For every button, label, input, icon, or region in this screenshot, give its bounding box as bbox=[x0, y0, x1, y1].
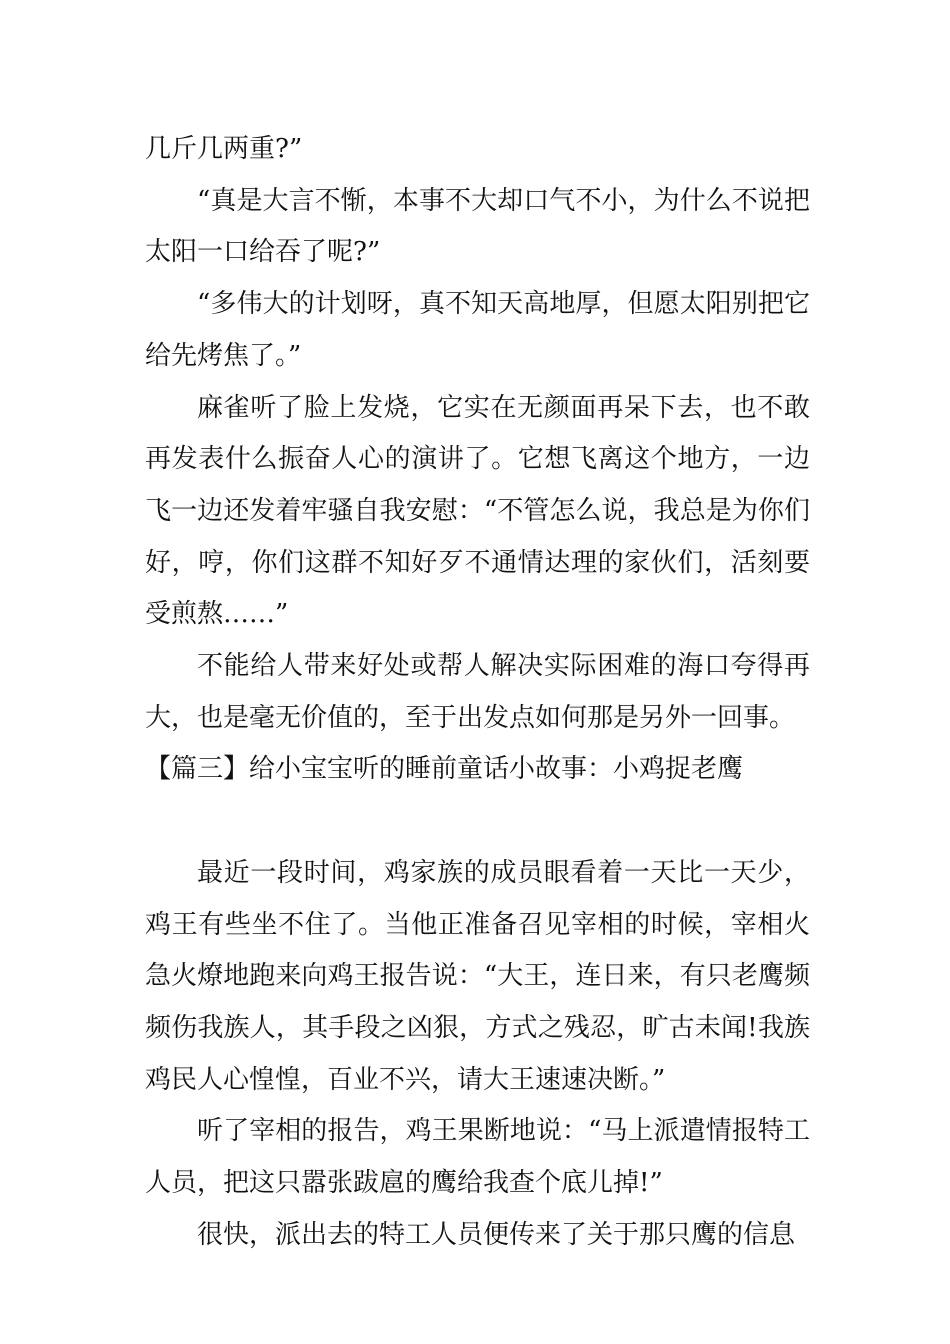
section-heading: 【篇三】给小宝宝听的睡前童话小故事：小鸡捉老鹰 bbox=[145, 754, 744, 785]
paragraph: 几斤几两重?” bbox=[145, 134, 303, 164]
paragraph: “多伟大的计划呀，真不知天高地厚，但愿太阳别把它给先烤焦了。” bbox=[145, 289, 810, 371]
paragraph: 最近一段时间，鸡家族的成员眼看着一天比一天少，鸡王有些坐不住了。当他正准备召见宰相的时候，宰相火急火燎地跑来向鸡王报告说：“大王，连日来，有只老鹰频频伤我族人，其手段之凶狠，方式之残忍，旷古未闻!我族鸡民人心惶惶，百业不兴，请大王速速决断。” bbox=[145, 857, 810, 1095]
paragraph: 不能给人带来好处或帮人解决实际困难的海口夸得再大，也是毫无价值的，至于出发点如何那是另外一回事。 bbox=[145, 651, 810, 733]
paragraph: 麻雀听了脸上发烧，它实在无颜面再呆下去，也不敢再发表什么振奋人心的演讲了。它想飞离这个地方，一边飞一边还发着牢骚自我安慰：“不管怎么说，我总是为你们好，哼，你们这群不知好歹不通情达理的家伙们，活刻要受煎熬……” bbox=[145, 392, 810, 630]
blank-line bbox=[145, 796, 810, 848]
paragraph: 听了宰相的报告，鸡王果断地说：“马上派遣情报特工人员，把这只嚣张跋扈的鹰给我查个底儿掉!” bbox=[145, 1116, 810, 1199]
document-page bbox=[145, 124, 810, 1261]
paragraph: “真是大言不惭，本事不大却口气不小，为什么不说把太阳一口给吞了呢?” bbox=[145, 185, 810, 268]
paragraph: 很快，派出去的特工人员便传来了关于那只鹰的信息 bbox=[197, 1219, 796, 1250]
